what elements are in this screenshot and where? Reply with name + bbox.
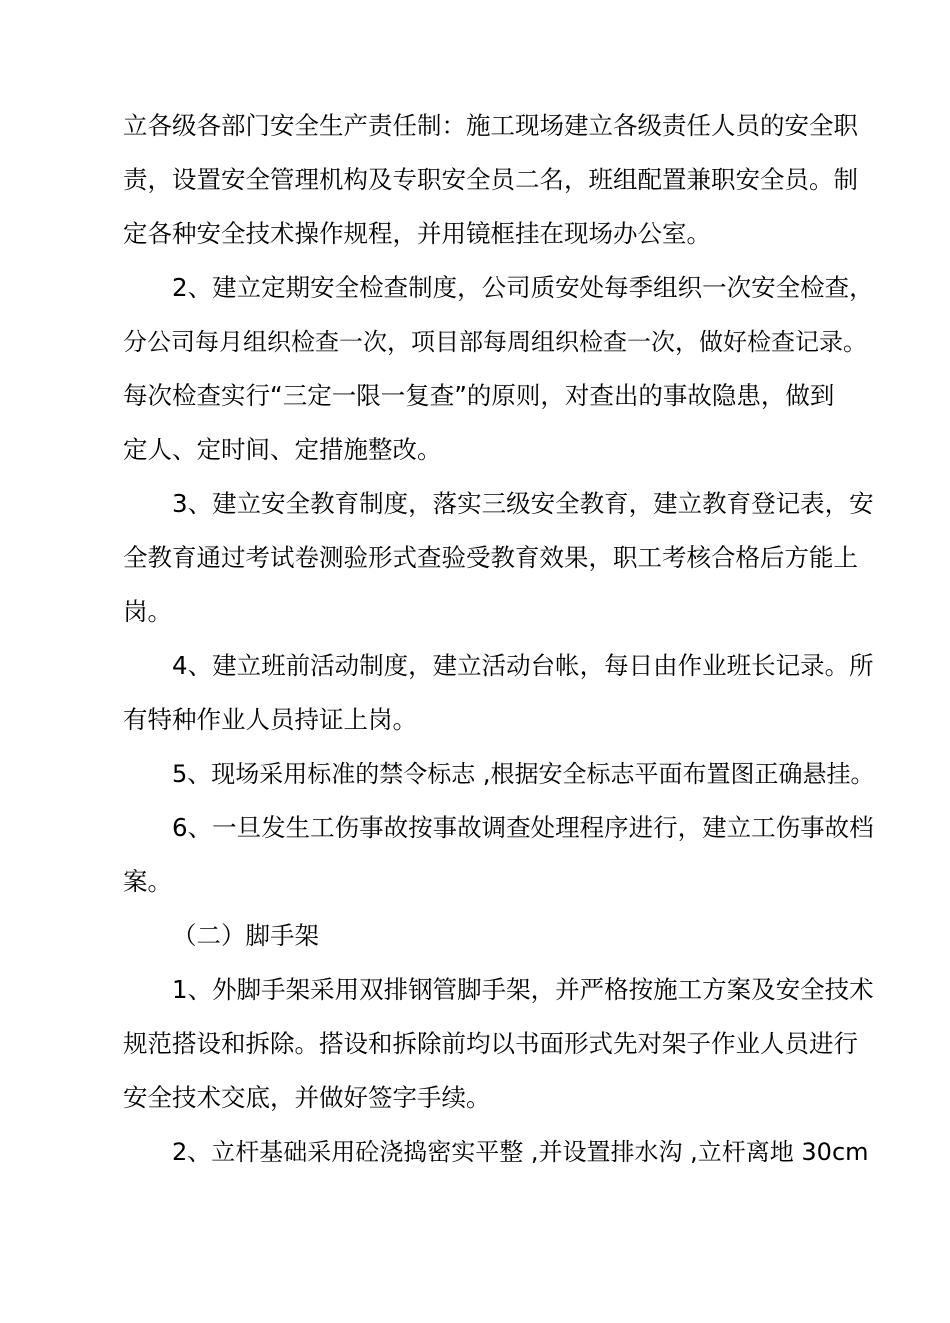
text-line: 有特种作业人员持证上岗。 bbox=[123, 705, 417, 734]
text-line: 案。 bbox=[123, 867, 172, 896]
text-line: 分公司每月组织检查一次，项目部每周组织检查一次，做好检查记录。 bbox=[123, 328, 867, 356]
paragraph-start-line: 4、建立班前活动制度，建立活动台帐，每日由作业班长记录。所 bbox=[172, 651, 874, 680]
section-heading: （二）脚手架 bbox=[172, 921, 319, 950]
text-line: 全教育通过考试卷测验形式查验受教育效果，职工考核合格后方能上 bbox=[123, 543, 858, 572]
text-line: 规范搭设和拆除。搭设和拆除前均以书面形式先对架子作业人员进行 bbox=[123, 1029, 858, 1058]
text-line: 责，设置安全管理机构及专职安全员二名，班组配置兼职安全员。制 bbox=[123, 165, 858, 194]
text-line: 岗。 bbox=[123, 597, 172, 626]
paragraph-start-line: 1、外脚手架采用双排钢管脚手架，并严格按施工方案及安全技术 bbox=[172, 975, 874, 1004]
text-line: 每次检查实行“三定一限一复查”的原则，对查出的事故隐患，做到 bbox=[123, 381, 835, 410]
text-line: 立各级各部门安全生产责任制：施工现场建立各级责任人员的安全职 bbox=[123, 111, 858, 140]
paragraph-start-line: 2、建立定期安全检查制度，公司质安处每季组织一次安全检查， bbox=[172, 273, 874, 302]
paragraph-start-line: 6、一旦发生工伤事故按事故调查处理程序进行，建立工伤事故档 bbox=[172, 813, 874, 842]
paragraph-start-line: 5、现场采用标准的禁令标志 ,根据安全标志平面布置图正确悬挂。 bbox=[172, 760, 875, 788]
text-line: 安全技术交底，并做好签字手续。 bbox=[123, 1083, 491, 1112]
paragraph-start-line: 3、建立安全教育制度，落实三级安全教育，建立教育登记表，安 bbox=[172, 489, 874, 518]
text-line: 定各种安全技术操作规程，并用镜框挂在现场办公室。 bbox=[123, 219, 711, 248]
paragraph-start-line: 2、立杆基础采用砼浇捣密实平整 ,并设置排水沟 ,立杆离地 30cm bbox=[172, 1138, 869, 1166]
text-line: 定人、定时间、定措施整改。 bbox=[123, 435, 442, 464]
